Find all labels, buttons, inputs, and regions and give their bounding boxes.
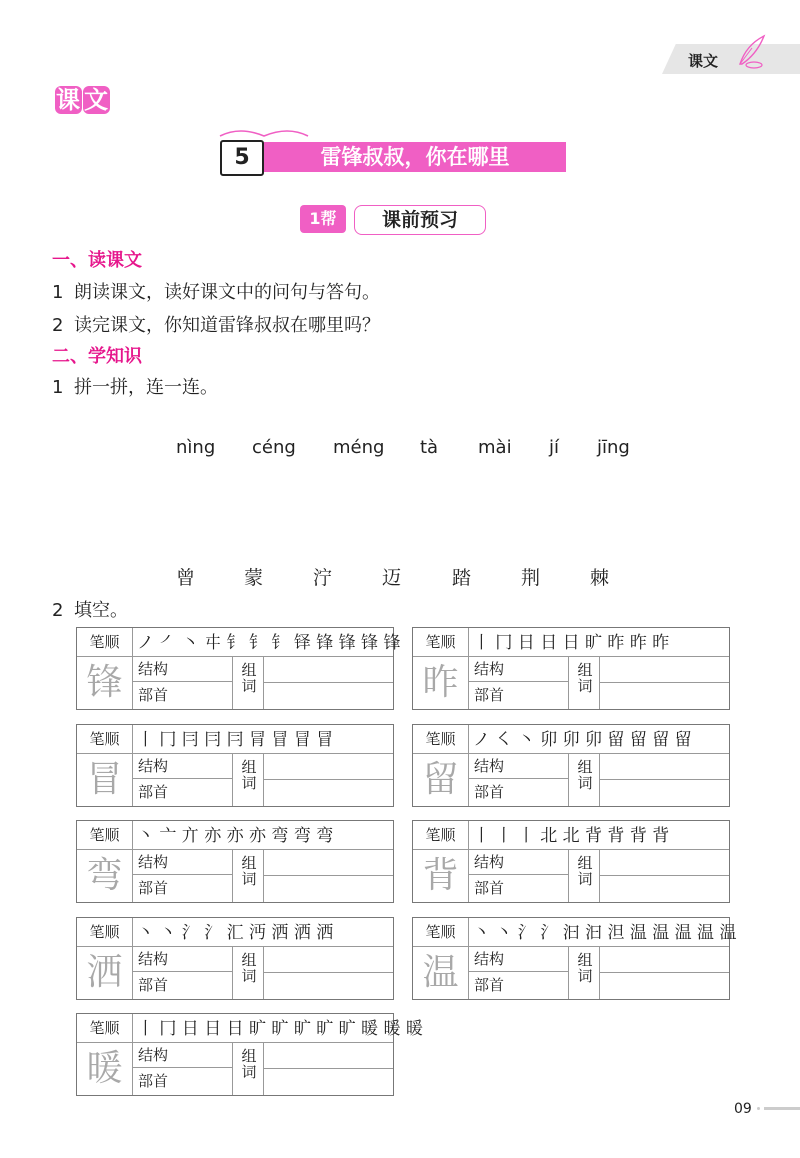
ci-label: 词 [577,870,593,888]
stroke-card [412,820,730,903]
header-tab-label: 课文 [688,52,719,70]
bishun-label: 笔顺 [413,725,469,753]
part1-item [52,278,380,304]
zu-label: 组 [577,758,593,776]
stroke-sequence: ノ ㇒ ㇔ 㐄 钅 钅 钅 铎 锋 锋 锋 锋 [137,633,401,653]
divider [263,682,393,683]
item-text: 填空。 [74,600,128,621]
stroke-card [412,724,730,807]
item-number: 1 [52,282,64,303]
bishun-label: 笔顺 [413,821,469,849]
zu-label: 组 [241,661,257,679]
item-text: 读完课文，你知道雷锋叔叔在哪里吗？ [74,315,380,336]
trace-character: 背 [413,849,469,902]
jiegou-label: 结构 [468,946,568,972]
item-text: 拼一拼，连一连。 [74,377,218,398]
hanzi-char: 曾 [176,567,196,589]
zu-label: 组 [241,854,257,872]
item-number: 2 [52,600,64,621]
pinyin-word: tà [420,437,439,458]
zu-label: 组 [241,758,257,776]
trace-character: 留 [413,753,469,806]
trace-character: 锋 [77,656,133,709]
stroke-sequence: 丨 冂 日 日 日 旷 昨 昨 昨 [473,633,670,653]
bishun-label: 笔顺 [413,918,469,946]
sub-title: 课前预习 [354,205,486,235]
ci-label: 词 [241,774,257,792]
bishun-label: 笔顺 [77,628,133,656]
pinyin-word: céng [252,437,296,458]
part2-question [52,596,128,622]
stroke-card [412,917,737,1000]
jiegou-label: 结构 [132,753,232,779]
bushou-label: 部首 [138,976,169,994]
divider [568,946,569,999]
jiegou-label: 结构 [468,849,568,875]
pinyin-word: mài [478,437,512,458]
zuci-label [571,952,599,984]
stroke-card [412,627,730,710]
stroke-sequence: 丨 丨 丨 北 北 背 背 背 背 [473,826,670,846]
trace-character: 温 [413,946,469,999]
feather-pen-icon [732,34,766,70]
bushou-label: 部首 [474,783,505,801]
hanzi-char: 迈 [382,567,402,589]
page-number: 09 [734,1101,752,1117]
ci-label: 词 [577,967,593,985]
trace-character: 昨 [413,656,469,709]
stroke-sequence: 丶 丶 氵 氵 汇 沔 洒 洒 洒 [137,923,334,943]
zu-label: 组 [241,1047,257,1065]
zuci-label [571,759,599,791]
bushou-label: 部首 [138,879,169,897]
divider [263,779,393,780]
divider [263,1068,393,1069]
section-label [55,86,111,114]
ci-label: 词 [241,677,257,695]
pinyin-word: jí [549,437,560,458]
zuci-label [235,662,263,694]
trace-character: 暖 [77,1042,133,1095]
divider [232,946,233,999]
bushou-label: 部首 [474,879,505,897]
ci-label: 词 [241,967,257,985]
divider [599,875,729,876]
stroke-sequence: 丶 亠 亣 亦 亦 亦 弯 弯 弯 [137,826,334,846]
hanzi-char: 蒙 [244,567,264,589]
part1-heading: 一、读课文 [52,250,142,271]
item-number: 2 [52,315,64,336]
stroke-card [76,820,394,903]
zu-label: 组 [577,854,593,872]
bushou-label: 部首 [474,976,505,994]
divider [232,753,233,806]
sub-badge: 1帮 [300,205,346,233]
lesson-number: 5 [220,140,264,176]
hanzi-char: 棘 [590,567,610,589]
divider [568,656,569,709]
divider [263,972,393,973]
jiegou-label: 结构 [468,753,568,779]
divider [599,779,729,780]
pinyin-word: jīng [597,437,630,458]
stroke-sequence: 丨 冂 日 日 日 旷 旷 旷 旷 旷 暖 暖 暖 [137,1019,423,1039]
pinyin-word: méng [333,437,385,458]
hanzi-char: 踏 [452,567,472,589]
bishun-label: 笔顺 [77,821,133,849]
zuci-label [235,759,263,791]
page-decoration [757,1107,760,1110]
trace-character: 洒 [77,946,133,999]
stroke-card [76,724,394,807]
divider [568,849,569,902]
stroke-sequence: 丶 丶 氵 氵 汩 汩 泹 温 温 温 温 温 [473,923,737,943]
bishun-label: 笔顺 [77,725,133,753]
bushou-label: 部首 [138,686,169,704]
lesson-title: 雷锋叔叔，你在哪里 [264,142,566,172]
divider [232,1042,233,1095]
hanzi-char: 荆 [521,567,541,589]
pinyin-word: nìng [176,437,216,458]
zuci-label [235,952,263,984]
ci-label: 词 [577,677,593,695]
trace-character: 冒 [77,753,133,806]
ci-label: 词 [577,774,593,792]
bushou-label: 部首 [138,1072,169,1090]
jiegou-label: 结构 [468,656,568,682]
zu-label: 组 [241,951,257,969]
item-number: 1 [52,377,64,398]
ci-label: 词 [241,870,257,888]
zuci-label [571,662,599,694]
hanzi-char: 泞 [313,567,333,589]
divider [568,753,569,806]
part1-item [52,311,380,337]
zuci-label [235,1048,263,1080]
bushou-label: 部首 [474,686,505,704]
stroke-card [76,627,401,710]
part2-question [52,373,218,399]
part2-heading: 二、学知识 [52,346,142,367]
ci-label: 词 [241,1063,257,1081]
stroke-card [76,1013,423,1096]
section-label-char: 课 [56,86,81,114]
bishun-label: 笔顺 [413,628,469,656]
jiegou-label: 结构 [132,1042,232,1068]
bishun-label: 笔顺 [77,918,133,946]
section-label-char: 文 [84,86,109,114]
stroke-sequence: 丨 冂 冃 冃 冃 冐 冒 冒 冒 [137,730,334,750]
jiegou-label: 结构 [132,946,232,972]
page-decoration [764,1107,800,1110]
stroke-card [76,917,394,1000]
zuci-label [571,855,599,887]
item-text: 朗读课文，读好课文中的问句与答句。 [74,282,380,303]
zuci-label [235,855,263,887]
divider [232,656,233,709]
bishun-label: 笔顺 [77,1014,133,1042]
stroke-sequence: ノ ㇛ ㇔ 卯 卯 卯 留 留 留 留 [473,730,692,750]
bushou-label: 部首 [138,783,169,801]
trace-character: 弯 [77,849,133,902]
divider [599,682,729,683]
zu-label: 组 [577,951,593,969]
divider [232,849,233,902]
jiegou-label: 结构 [132,849,232,875]
jiegou-label: 结构 [132,656,232,682]
header-tab [662,44,800,74]
divider [599,972,729,973]
zu-label: 组 [577,661,593,679]
divider [263,875,393,876]
